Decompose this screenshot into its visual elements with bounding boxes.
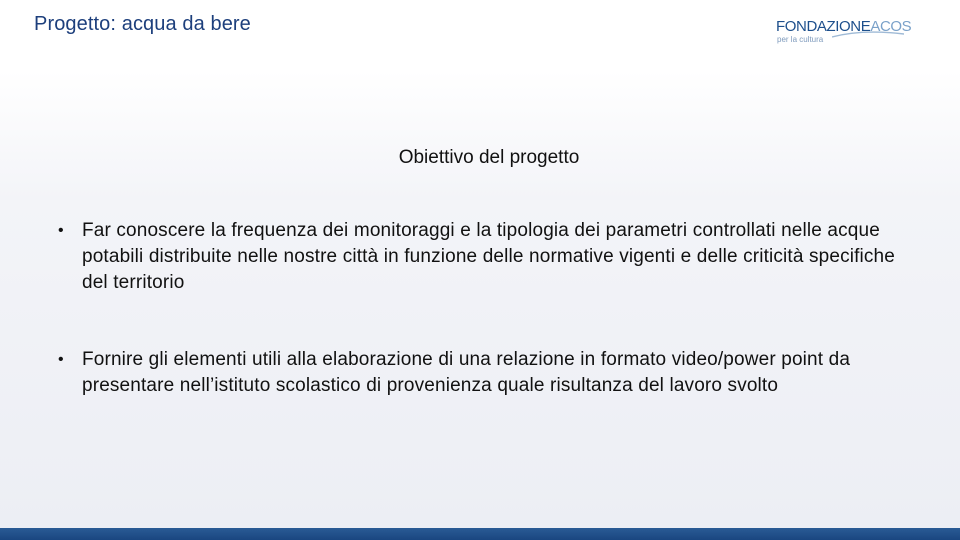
footer-bar — [0, 528, 960, 540]
logo-text-dark: FONDAZIONE — [776, 18, 871, 35]
bullet-item — [56, 347, 926, 399]
bullet-item — [56, 218, 926, 296]
bullet-marker: • — [58, 222, 64, 239]
logo-swoosh-icon — [832, 30, 904, 40]
section-subheading: Obiettivo del progetto — [398, 147, 580, 168]
bullet-text: Far conoscere la frequenza dei monitoraggi e la tipologia dei parametri controllati nelle acque potabili distribuite nelle nostre città in funzione delle normative vigenti e delle criticità specifiche del territorio — [82, 220, 895, 293]
bullet-text: Fornire gli elementi utili alla elaborazione di una relazione in formato video/power point da presentare nell’istituto scolastico di provenienza quale risultanza del lavoro svolto — [82, 349, 851, 396]
bullet-list — [56, 218, 926, 450]
logo-subtitle: per la cultura — [777, 35, 824, 44]
fondazione-acos-logo — [776, 18, 912, 50]
logo-text-light: ACOS — [870, 18, 912, 35]
slide-title: Progetto: acqua da bere — [34, 13, 251, 35]
bullet-marker: • — [58, 351, 64, 368]
